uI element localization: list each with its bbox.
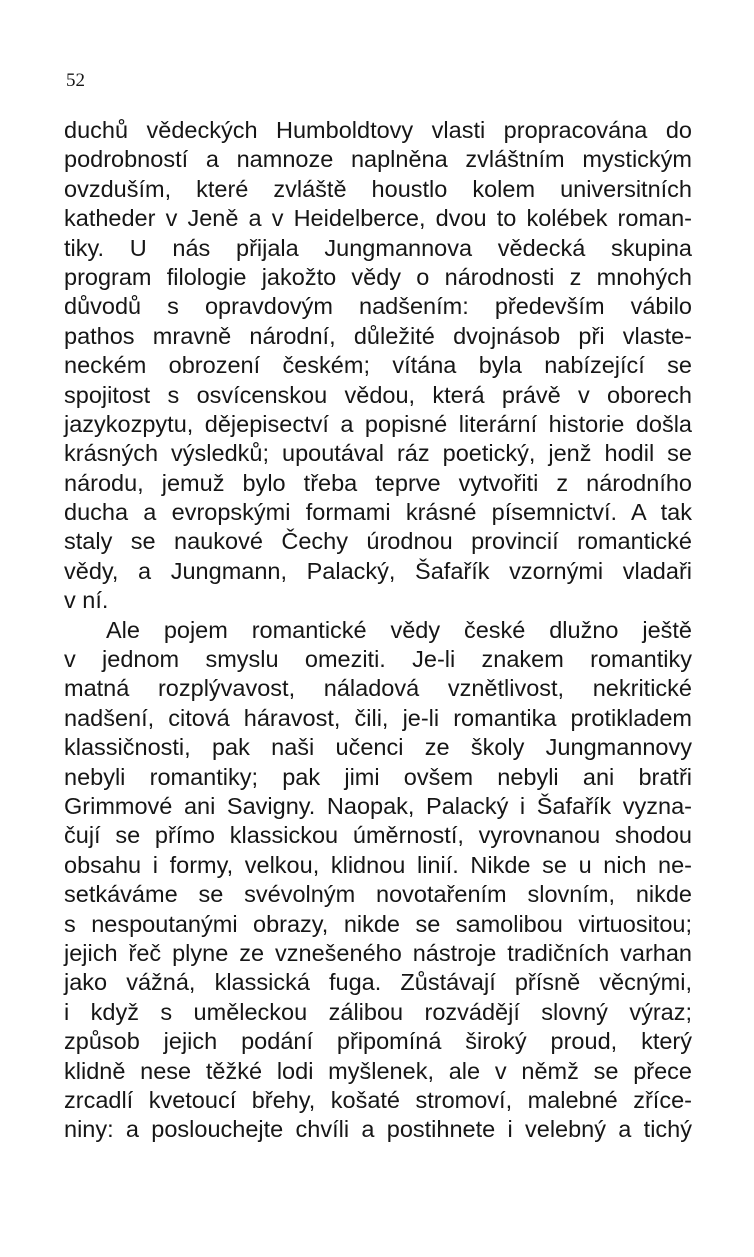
text-line: Grimmové ani Savigny. Naopak, Palacký i Šafařík vyzna-	[64, 792, 692, 819]
text-line: neckém obrození českém; vítána byla nabízející se	[64, 352, 692, 379]
text-line: setkáváme se svévolným novotařením slovním, nikde	[64, 881, 692, 908]
text-line: niny: a poslouchejte chvíli a postihnete i velebný a tichý	[64, 1116, 692, 1143]
body-text	[64, 116, 692, 1145]
text-line: duchů vědeckých Humboldtovy vlasti propracována do	[64, 117, 692, 143]
text-line: klidně nese těžké lodi myšlenek, ale v němž se přece	[64, 1057, 692, 1084]
text-line: matná rozplývavost, náladová vznětlivost, nekritické	[64, 675, 692, 702]
text-line: obsahu i formy, velkou, klidnou linií. Nikde se u nich ne-	[64, 851, 692, 878]
text-line: pathos mravně národní, důležité dvojnásob při vlaste-	[64, 322, 692, 349]
text-line: nadšení, citová háravost, čili, je-li romantika protikladem	[64, 704, 692, 731]
text-line: i když s uměleckou zálibou rozvádějí slovný výraz;	[64, 998, 692, 1025]
text-line: podrobností a namnoze naplněna zvláštním mystickým	[64, 146, 692, 173]
text-line: jejich řeč plyne ze vznešeného nástroje tradičních varhan	[64, 939, 692, 966]
text-line: Ale pojem romantické vědy české dlužno ještě	[106, 616, 692, 643]
text-line: zrcadlí kvetoucí břehy, košaté stromoví, malebné zříce-	[64, 1086, 692, 1113]
text-line: v ní.	[64, 587, 109, 614]
text-line: spojitost s osvícenskou vědou, která právě v oborech	[64, 381, 692, 408]
text-line: čují se přímo klassickou úměrností, vyrovnanou shodou	[64, 822, 692, 849]
text-line: národu, jemuž bylo třeba teprve vytvořiti z národního	[64, 469, 692, 496]
text-line: staly se naukové Čechy úrodnou provincií romantické	[64, 528, 692, 555]
text-line: ovzduším, které zvláště houstlo kolem universitních	[64, 175, 692, 202]
text-line: program filologie jakožto vědy o národnosti z mnohých	[64, 263, 692, 290]
text-line: nebyli romantiky; pak jimi ovšem nebyli ani bratři	[64, 763, 692, 790]
text-line: krásných výsledků; upoutával ráz poetický, jenž hodil se	[64, 440, 692, 467]
paragraph	[64, 116, 692, 616]
text-line: klassičnosti, pak naši učenci ze školy Jungmannovy	[64, 734, 692, 761]
text-line: v jednom smyslu omeziti. Je-li znakem romantiky	[64, 646, 692, 673]
text-line: ducha a evropskými formami krásné písemnictví. A tak	[64, 499, 692, 526]
text-line: jako vážná, klassická fuga. Zůstávají přísně věcnými,	[64, 969, 692, 996]
text-line: s nespoutanými obrazy, nikde se samolibou virtuositou;	[64, 910, 692, 937]
text-line: důvodů s opravdovým nadšením: především vábilo	[64, 293, 692, 320]
text-line: katheder v Jeně a v Heidelberce, dvou to kolébek roman-	[64, 205, 692, 232]
text-line: jazykozpytu, dějepisectví a popisné literární historie došla	[64, 410, 692, 437]
text-line: vědy, a Jungmann, Palacký, Šafařík vzornými vladaři	[64, 557, 692, 584]
paragraph	[64, 616, 692, 1145]
text-line: tiky. U nás přijala Jungmannova vědecká skupina	[64, 234, 692, 261]
page-number: 52	[66, 70, 85, 91]
text-line: způsob jejich podání připomíná široký proud, který	[64, 1028, 692, 1055]
